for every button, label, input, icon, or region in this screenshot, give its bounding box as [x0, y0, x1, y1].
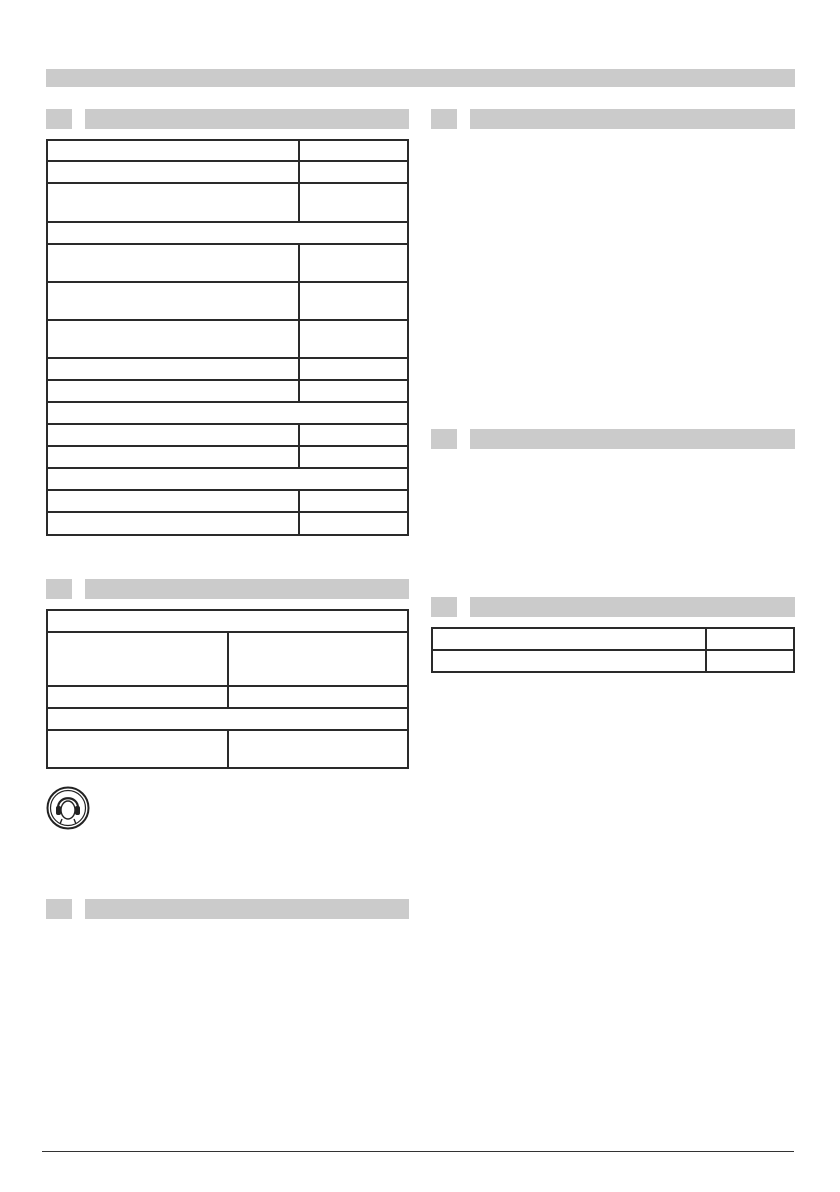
table-cell [47, 730, 228, 768]
table-cell [47, 610, 408, 632]
table-cell [47, 402, 408, 424]
table-cell [299, 424, 408, 446]
section-header-right-2 [431, 429, 795, 449]
page-header-bar [46, 69, 795, 87]
table-cell [432, 650, 706, 672]
table-cell [47, 490, 299, 512]
table-cell [47, 512, 299, 535]
table-cell [299, 446, 408, 468]
table-cell [47, 424, 299, 446]
table-cell [47, 161, 299, 183]
section-header-tab [457, 429, 470, 449]
table-cell [47, 468, 408, 490]
table-cell [47, 282, 299, 320]
table-cell [47, 358, 299, 380]
section-header-tab [72, 899, 85, 919]
section-header-left-3 [46, 899, 409, 919]
section-header-left-2 [46, 579, 409, 599]
table-cell [706, 628, 794, 650]
table-cell [299, 380, 408, 402]
table-cell [299, 490, 408, 512]
small-data-table [431, 627, 795, 673]
table-cell [47, 222, 408, 244]
section-header-tab [72, 579, 85, 599]
table-cell [47, 632, 228, 686]
table-cell [299, 161, 408, 183]
table-cell [299, 512, 408, 535]
table-cell [47, 244, 299, 282]
noise-data-table [46, 609, 409, 769]
table-cell [47, 183, 299, 222]
table-cell [47, 380, 299, 402]
section-header-tab [457, 597, 470, 617]
table-cell [299, 140, 408, 161]
table-cell [228, 632, 409, 686]
table-cell [299, 282, 408, 320]
table-cell [47, 686, 228, 708]
table-cell [432, 628, 706, 650]
table-cell [299, 320, 408, 358]
section-header-right-1 [431, 109, 795, 129]
table-cell [299, 358, 408, 380]
section-header-tab [72, 109, 85, 129]
table-cell [47, 320, 299, 358]
technical-data-table [46, 139, 409, 536]
table-cell [299, 244, 408, 282]
table-cell [299, 183, 408, 222]
section-header-tab [457, 109, 470, 129]
section-header-right-3 [431, 597, 795, 617]
ear-protection-icon [46, 786, 90, 830]
footer-divider [42, 1151, 794, 1152]
table-cell [706, 650, 794, 672]
table-cell [228, 730, 409, 768]
section-header-left-1 [46, 109, 409, 129]
table-cell [47, 446, 299, 468]
table-cell [228, 686, 409, 708]
table-cell [47, 140, 299, 161]
table-cell [47, 708, 408, 730]
